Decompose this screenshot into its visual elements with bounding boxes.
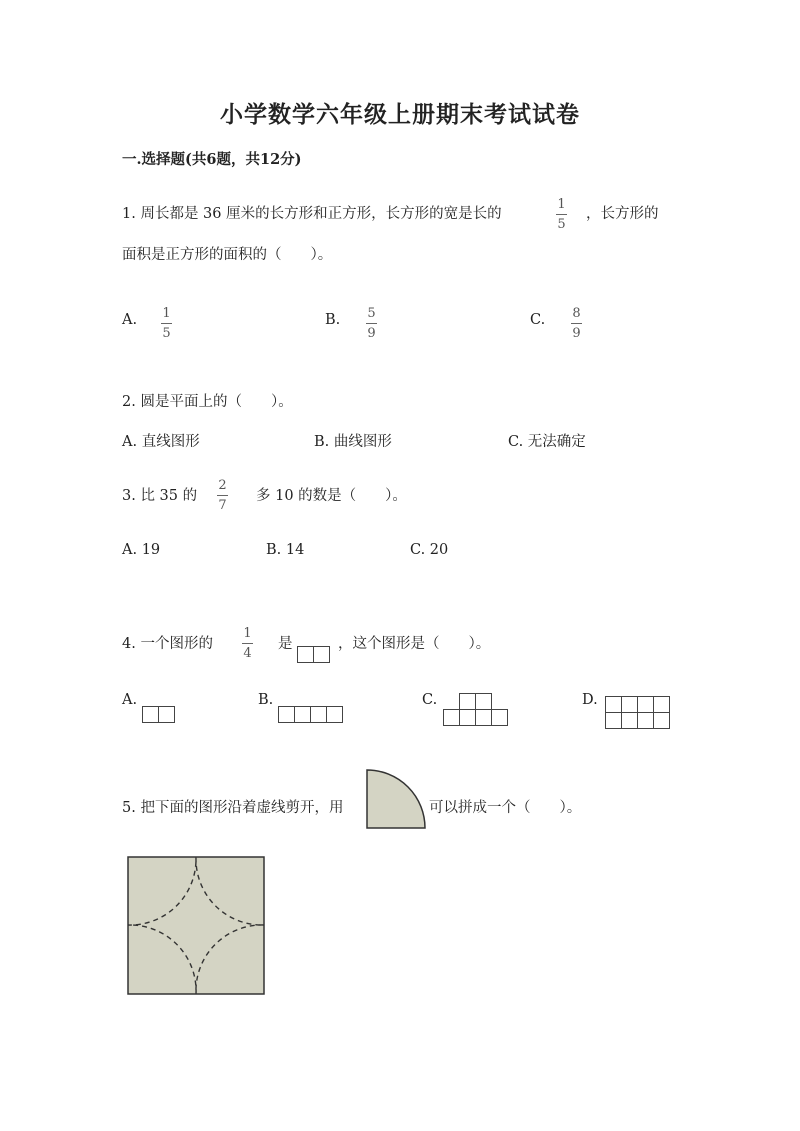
- fraction-numerator: 1: [557, 197, 566, 212]
- q1-fraction: [556, 198, 567, 231]
- q1-text-part1: 1. 周长都是 36 厘米的长方形和正方形，长方形的宽是长的: [122, 206, 502, 222]
- q1-text-part2: ，长方形的: [586, 206, 659, 222]
- q1-option-b-label[interactable]: B.: [325, 312, 341, 328]
- q2-text: 2. 圆是平面上的（ ）。: [122, 394, 293, 410]
- q4-text-part1: 4. 一个图形的: [122, 636, 213, 652]
- page-title: 小学数学六年级上册期末考试试卷: [220, 101, 580, 128]
- q3-option-c[interactable]: C. 20: [410, 542, 449, 558]
- fraction-numerator: 5: [367, 306, 376, 321]
- fraction-denominator: 7: [218, 498, 227, 513]
- fraction-numerator: 8: [572, 306, 581, 321]
- fraction-bar: [556, 214, 567, 215]
- fraction-denominator: 5: [557, 217, 566, 232]
- q5-square-figure: [126, 855, 266, 997]
- q2-option-a[interactable]: A. 直线图形: [122, 434, 200, 450]
- q4-option-a-figure[interactable]: [142, 706, 175, 723]
- q2-option-c[interactable]: C. 无法确定: [508, 434, 586, 450]
- q4-text-part2: 是: [278, 636, 293, 652]
- q1-option-a-fraction[interactable]: [161, 307, 172, 340]
- fraction-denominator: 5: [162, 326, 171, 341]
- q5-text-part2: 可以拼成一个（ ）。: [429, 800, 582, 816]
- q4-fraction: [242, 627, 253, 660]
- square-outline: [128, 857, 264, 994]
- q4-text-part3: ，这个图形是（ ）。: [338, 636, 491, 652]
- q3-fraction: [217, 479, 228, 512]
- fraction-denominator: 9: [572, 326, 581, 341]
- q4-option-c-figure[interactable]: [443, 693, 508, 726]
- fraction-bar: [242, 643, 253, 644]
- q1-option-c-fraction[interactable]: [571, 307, 582, 340]
- q3-text-part2: 多 10 的数是（ ）。: [256, 488, 407, 504]
- q4-option-a-label[interactable]: A.: [122, 692, 138, 708]
- fraction-bar: [161, 323, 172, 324]
- q2-option-b[interactable]: B. 曲线图形: [314, 434, 392, 450]
- fraction-denominator: 9: [367, 326, 376, 341]
- fraction-numerator: 1: [162, 306, 171, 321]
- q4-option-b-label[interactable]: B.: [258, 692, 274, 708]
- q4-option-d-label[interactable]: D.: [582, 692, 598, 708]
- quarter-circle-piece: [364, 768, 428, 832]
- section-heading: 一.选择题(共6题，共12分): [122, 151, 302, 168]
- q3-option-b[interactable]: B. 14: [266, 542, 305, 558]
- q4-quarter-figure: [297, 646, 330, 663]
- q4-option-c-label[interactable]: C.: [422, 692, 438, 708]
- fraction-bar: [217, 495, 228, 496]
- fraction-numerator: 1: [243, 626, 252, 641]
- q4-option-d-figure[interactable]: [605, 696, 670, 729]
- fraction-denominator: 4: [243, 646, 252, 661]
- q5-text-part1: 5. 把下面的图形沿着虚线剪开，用: [122, 800, 344, 816]
- q1-option-c-label[interactable]: C.: [530, 312, 546, 328]
- q3-option-a[interactable]: A. 19: [122, 542, 161, 558]
- q3-text-part1: 3. 比 35 的: [122, 488, 198, 504]
- q1-text-part3: 面积是正方形的面积的（ ）。: [122, 247, 333, 263]
- q4-option-b-figure[interactable]: [278, 706, 343, 723]
- fraction-bar: [571, 323, 582, 324]
- q1-option-a-label[interactable]: A.: [122, 312, 138, 328]
- fraction-bar: [366, 323, 377, 324]
- fraction-numerator: 2: [218, 478, 227, 493]
- q1-option-b-fraction[interactable]: [366, 307, 377, 340]
